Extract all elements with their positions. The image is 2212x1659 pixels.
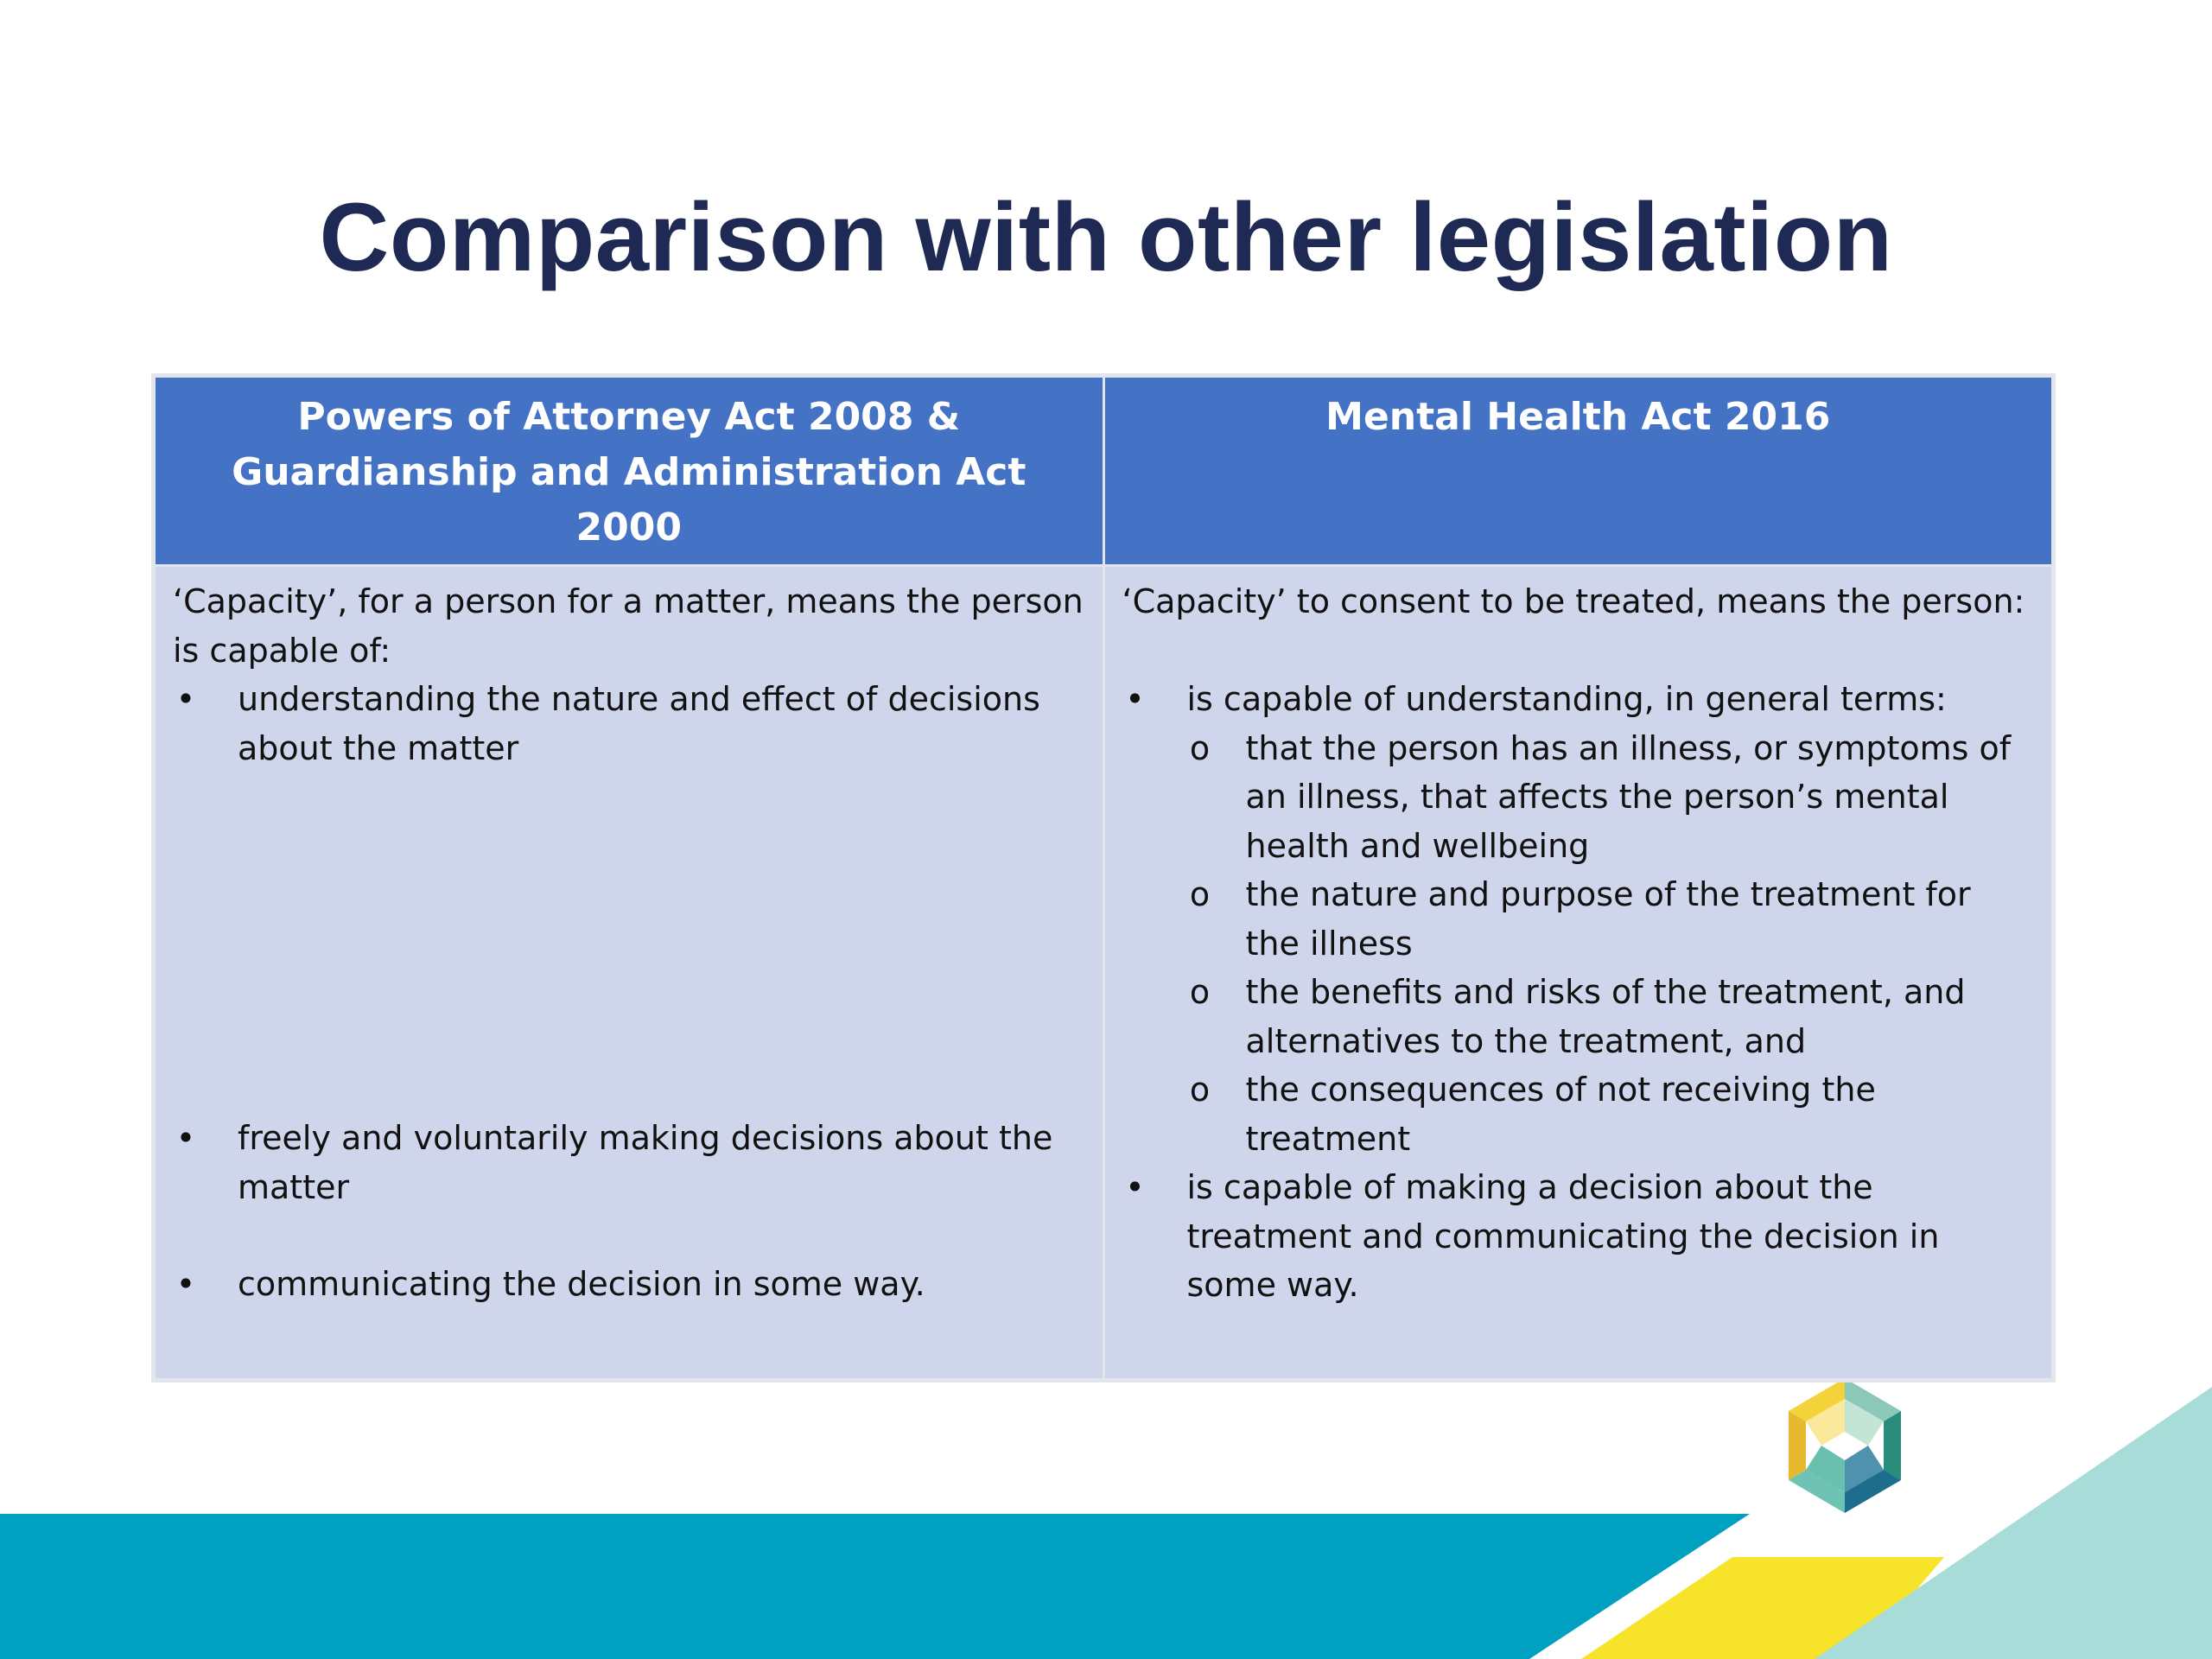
cell-right — [1105, 567, 2052, 1378]
left-bullet-text: communicating the decision in some way. — [238, 1265, 925, 1303]
spacer — [1122, 626, 2035, 676]
left-bullet-text: freely and voluntarily making decisions about the matter — [238, 1119, 1053, 1206]
circle-bullet-icon: o — [1189, 728, 1211, 767]
right-intro: ‘Capacity’ to consent to be treated, means the person: — [1122, 582, 2025, 620]
cell-left — [156, 567, 1103, 1378]
spacer — [173, 1211, 1085, 1260]
left-bullet-list — [173, 1260, 1085, 1309]
bullet-icon: • — [1125, 1168, 1145, 1206]
list-item — [1187, 724, 2035, 871]
list-item — [173, 1260, 1085, 1309]
bullet-icon: • — [175, 1265, 196, 1303]
teal-band — [0, 1514, 1750, 1659]
list-item — [1122, 1163, 2035, 1310]
header-left: Powers of Attorney Act 2008 & Guardianship and Administration Act 2000 — [156, 378, 1103, 564]
bullet-icon: • — [1125, 680, 1145, 718]
slide-title: Comparison with other legislation — [319, 183, 1893, 291]
list-item — [1187, 870, 2035, 968]
list-item — [1187, 1065, 2035, 1163]
list-item — [1187, 968, 2035, 1065]
bullet-icon: • — [175, 1119, 196, 1157]
sub-bullet-text: the nature and purpose of the treatment for the illness — [1245, 875, 1971, 963]
left-bullet-text: understanding the nature and effect of decisions about the matter — [238, 680, 1040, 767]
right-bullet-text: is capable of understanding, in general terms: — [1186, 680, 1947, 718]
organisation-logo — [1780, 1378, 1910, 1516]
sub-bullet-text: the consequences of not receiving the treatment — [1245, 1071, 1876, 1158]
left-bullet-list — [173, 675, 1085, 772]
circle-bullet-icon: o — [1189, 973, 1211, 1011]
spacer — [173, 772, 1085, 1114]
sub-bullet-text: the benefits and risks of the treatment, and alternatives to the treatment, and — [1245, 973, 1966, 1060]
right-bullet-text: is capable of making a decision about the treatment and communicating the decision in some way. — [1186, 1168, 1940, 1304]
circle-bullet-icon: o — [1189, 1071, 1211, 1109]
list-item — [173, 675, 1085, 772]
right-bullet-list — [1122, 675, 2035, 1310]
circle-bullet-icon: o — [1189, 875, 1211, 913]
left-intro: ‘Capacity’, for a person for a matter, means the person is capable of: — [173, 582, 1084, 670]
bullet-icon: • — [175, 680, 196, 718]
list-item — [173, 1114, 1085, 1211]
header-right: Mental Health Act 2016 — [1105, 378, 2052, 564]
left-bullet-list — [173, 1114, 1085, 1211]
right-sub-bullet-list — [1187, 724, 2035, 1164]
sub-bullet-text: that the person has an illness, or symptoms of an illness, that affects the person’s mental health and wellbeing — [1245, 728, 2012, 865]
list-item — [1122, 675, 2035, 1163]
comparison-table — [151, 373, 2056, 1382]
